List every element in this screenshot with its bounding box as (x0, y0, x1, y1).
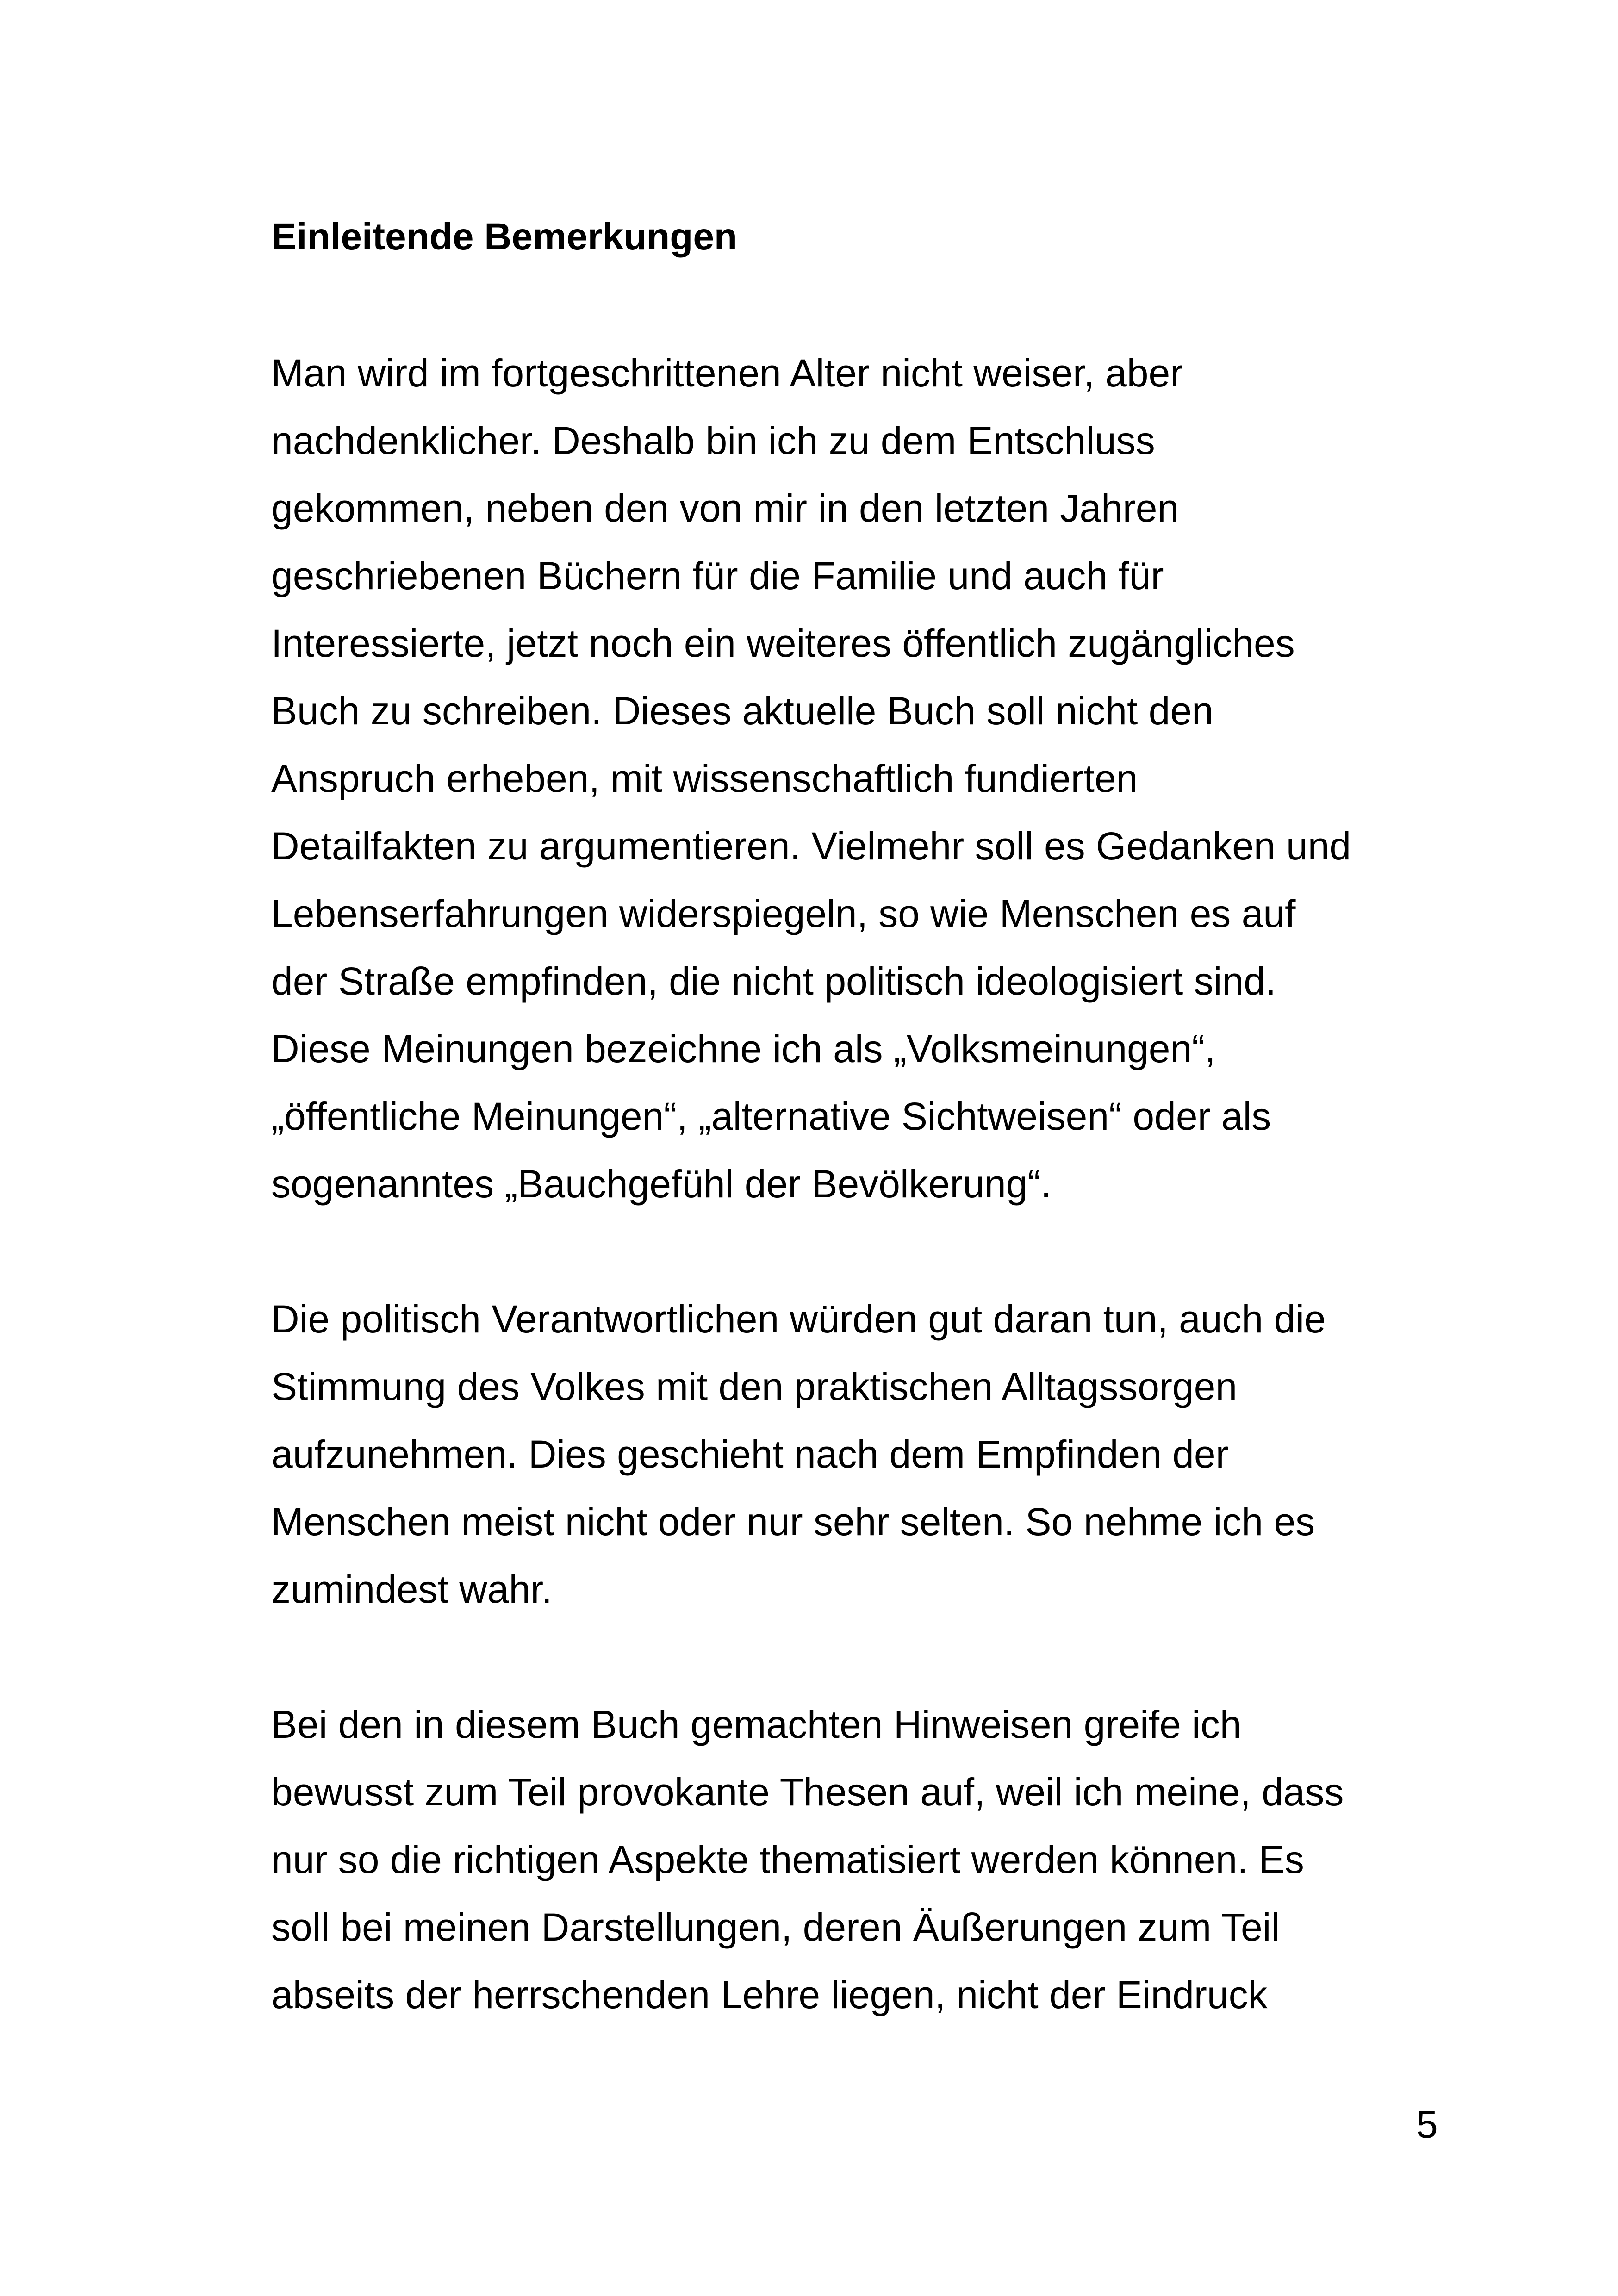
paragraph-1-line-1: Man wird im fortgeschrittenen Alter nicht weiser, aber (271, 351, 1183, 395)
paragraph-1-line-13: sogenanntes „Bauchgefühl der Bevölkerung“. (271, 1162, 1052, 1206)
paragraph-2-line-2: Stimmung des Volkes mit den praktischen Alltagssorgen (271, 1365, 1238, 1408)
paragraph-1-line-10: der Straße empfinden, die nicht politisch ideologisiert sind. (271, 959, 1276, 1003)
paragraph-1-line-11: Diese Meinungen bezeichne ich als „Volksmeinungen“, (271, 1027, 1216, 1070)
paragraph-1-line-6: Buch zu schreiben. Dieses aktuelle Buch soll nicht den (271, 689, 1214, 733)
paragraph-2-line-1: Die politisch Verantwortlichen würden gut daran tun, auch die (271, 1297, 1326, 1341)
paragraph-2-line-5: zumindest wahr. (271, 1568, 552, 1611)
paragraph-3-line-1: Bei den in diesem Buch gemachten Hinweisen greife ich (271, 1703, 1242, 1746)
paragraph-3-line-2: bewusst zum Teil provokante Thesen auf, weil ich meine, dass (271, 1770, 1344, 1814)
paragraph-2-line-4: Menschen meist nicht oder nur sehr selten. So nehme ich es (271, 1500, 1315, 1543)
paragraph-1-line-9: Lebenserfahrungen widerspiegeln, so wie Menschen es auf (271, 892, 1296, 935)
paragraph-1-line-5: Interessierte, jetzt noch ein weiteres öffentlich zugängliches (271, 622, 1295, 665)
paragraph-3-line-4: soll bei meinen Darstellungen, deren Äußerungen zum Teil (271, 1905, 1280, 1949)
paragraph-2-line-3: aufzunehmen. Dies geschieht nach dem Empfinden der (271, 1432, 1229, 1476)
paragraph-3-line-5: abseits der herrschenden Lehre liegen, nicht der Eindruck (271, 1973, 1268, 2016)
paragraph-1-line-8: Detailfakten zu argumentieren. Vielmehr soll es Gedanken und (271, 824, 1351, 868)
paragraph-1-line-12: „öffentliche Meinungen“, „alternative Sichtweisen“ oder als (271, 1095, 1271, 1138)
paragraph-3-line-3: nur so die richtigen Aspekte thematisiert werden können. Es (271, 1838, 1304, 1881)
paragraph-1-line-3: gekommen, neben den von mir in den letzten Jahren (271, 486, 1179, 530)
paragraph-1-line-2: nachdenklicher. Deshalb bin ich zu dem Entschluss (271, 419, 1155, 462)
paragraph-1-line-4: geschriebenen Büchern für die Familie und auch für (271, 554, 1164, 597)
paragraph-1-line-7: Anspruch erheben, mit wissenschaftlich fundierten (271, 757, 1138, 800)
section-heading: Einleitende Bemerkungen (271, 216, 738, 258)
page-number: 5 (1416, 2103, 1438, 2146)
